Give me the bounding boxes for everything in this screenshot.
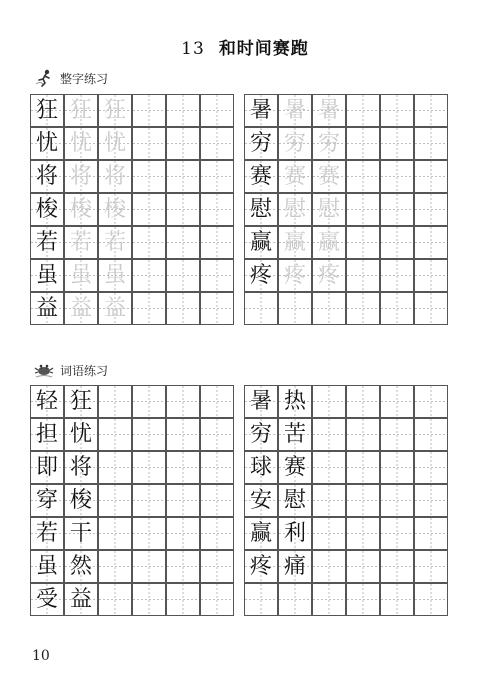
practice-cell	[64, 484, 98, 517]
model-character: 暑	[249, 388, 272, 414]
practice-cell	[244, 418, 278, 451]
blank-practice-cell	[346, 484, 380, 517]
blank-practice-cell	[346, 451, 380, 484]
model-character: 狂	[69, 388, 92, 414]
blank-practice-cell	[380, 160, 414, 193]
practice-cell	[30, 550, 64, 583]
model-character: 疼	[249, 553, 272, 579]
blank-practice-cell	[132, 484, 166, 517]
trace-character: 狂	[69, 97, 92, 123]
blank-practice-cell	[380, 127, 414, 160]
grid-row	[30, 94, 455, 127]
practice-cell	[30, 226, 64, 259]
model-character: 即	[35, 454, 58, 480]
blank-practice-cell	[98, 517, 132, 550]
blank-practice-cell	[380, 193, 414, 226]
model-character: 梭	[69, 487, 92, 513]
model-character: 慰	[283, 487, 306, 513]
blank-practice-cell	[414, 550, 448, 583]
blank-practice-cell	[380, 517, 414, 550]
practice-cell	[312, 226, 346, 259]
blank-practice-cell	[346, 517, 380, 550]
model-character: 穿	[35, 487, 58, 513]
blank-practice-cell	[200, 94, 234, 127]
model-character: 慰	[249, 196, 272, 222]
blank-practice-cell	[346, 292, 380, 325]
blank-practice-cell	[312, 292, 346, 325]
model-character: 狂	[35, 97, 58, 123]
blank-practice-cell	[200, 418, 234, 451]
blank-practice-cell	[346, 127, 380, 160]
trace-character: 暑	[283, 97, 306, 123]
blank-practice-cell	[312, 517, 346, 550]
blank-practice-cell	[200, 517, 234, 550]
practice-cell	[278, 550, 312, 583]
practice-cell	[278, 193, 312, 226]
model-character: 穷	[249, 130, 272, 156]
practice-cell	[278, 418, 312, 451]
blank-practice-cell	[312, 583, 346, 616]
trace-character: 将	[103, 163, 126, 189]
blank-practice-cell	[166, 418, 200, 451]
blank-practice-cell	[312, 451, 346, 484]
blank-practice-cell	[380, 550, 414, 583]
blank-practice-cell	[200, 583, 234, 616]
blank-practice-cell	[132, 418, 166, 451]
blank-practice-cell	[346, 226, 380, 259]
practice-cell	[244, 550, 278, 583]
practice-cell	[278, 226, 312, 259]
trace-character: 慰	[317, 196, 340, 222]
trace-character: 虽	[69, 262, 92, 288]
blank-practice-cell	[380, 451, 414, 484]
blank-practice-cell	[166, 484, 200, 517]
blank-practice-cell	[414, 583, 448, 616]
blank-practice-cell	[200, 550, 234, 583]
grid-row	[30, 451, 455, 484]
crab-icon	[34, 360, 54, 380]
blank-practice-cell	[380, 94, 414, 127]
blank-practice-cell	[166, 517, 200, 550]
blank-practice-cell	[132, 385, 166, 418]
blank-practice-cell	[200, 484, 234, 517]
blank-practice-cell	[414, 259, 448, 292]
practice-cell	[278, 94, 312, 127]
trace-character: 梭	[103, 196, 126, 222]
model-character: 穷	[249, 421, 272, 447]
trace-character: 忧	[69, 130, 92, 156]
blank-practice-cell	[414, 418, 448, 451]
practice-cell	[30, 418, 64, 451]
model-character: 益	[69, 586, 92, 612]
blank-practice-cell	[346, 385, 380, 418]
model-character: 安	[249, 487, 272, 513]
blank-practice-cell	[98, 418, 132, 451]
blank-practice-cell	[380, 583, 414, 616]
practice-cell	[30, 292, 64, 325]
grid-row	[30, 292, 455, 325]
blank-practice-cell	[132, 517, 166, 550]
blank-practice-cell	[200, 451, 234, 484]
blank-practice-cell	[414, 193, 448, 226]
practice-cell	[30, 160, 64, 193]
trace-character: 益	[103, 295, 126, 321]
practice-cell	[278, 160, 312, 193]
practice-cell	[64, 418, 98, 451]
section-char-practice	[34, 68, 108, 88]
model-character: 赢	[249, 520, 272, 546]
blank-practice-cell	[414, 292, 448, 325]
blank-practice-cell	[98, 550, 132, 583]
practice-cell	[30, 94, 64, 127]
practice-cell	[30, 259, 64, 292]
practice-cell	[98, 127, 132, 160]
blank-practice-cell	[346, 418, 380, 451]
trace-character: 赛	[283, 163, 306, 189]
practice-cell	[244, 517, 278, 550]
blank-practice-cell	[166, 385, 200, 418]
model-character: 虽	[35, 553, 58, 579]
trace-character: 暑	[317, 97, 340, 123]
model-character: 忧	[35, 130, 58, 156]
model-character: 赢	[249, 229, 272, 255]
practice-cell	[244, 484, 278, 517]
blank-practice-cell	[414, 517, 448, 550]
blank-practice-cell	[312, 418, 346, 451]
blank-practice-cell	[346, 160, 380, 193]
practice-cell	[98, 94, 132, 127]
practice-cell	[30, 451, 64, 484]
trace-character: 慰	[283, 196, 306, 222]
model-character: 受	[35, 586, 58, 612]
blank-practice-cell	[380, 385, 414, 418]
model-character: 赛	[249, 163, 272, 189]
model-character: 然	[69, 553, 92, 579]
practice-cell	[278, 385, 312, 418]
practice-cell	[98, 292, 132, 325]
practice-cell	[278, 259, 312, 292]
model-character: 赛	[283, 454, 306, 480]
blank-practice-cell	[380, 259, 414, 292]
blank-practice-cell	[166, 292, 200, 325]
blank-practice-cell	[414, 160, 448, 193]
grid-row	[30, 385, 455, 418]
practice-cell	[64, 127, 98, 160]
blank-practice-cell	[278, 583, 312, 616]
trace-character: 穷	[283, 130, 306, 156]
blank-practice-cell	[380, 418, 414, 451]
blank-practice-cell	[244, 583, 278, 616]
practice-cell	[64, 385, 98, 418]
model-character: 苦	[283, 421, 306, 447]
model-character: 将	[35, 163, 58, 189]
trace-character: 疼	[317, 262, 340, 288]
blank-practice-cell	[166, 226, 200, 259]
blank-practice-cell	[132, 226, 166, 259]
practice-cell	[244, 259, 278, 292]
blank-practice-cell	[244, 292, 278, 325]
model-character: 梭	[35, 196, 58, 222]
grid-row	[30, 550, 455, 583]
blank-practice-cell	[200, 259, 234, 292]
blank-practice-cell	[346, 259, 380, 292]
section-word-practice	[34, 360, 108, 380]
practice-cell	[312, 127, 346, 160]
practice-cell	[278, 517, 312, 550]
practice-cell	[64, 451, 98, 484]
blank-practice-cell	[166, 259, 200, 292]
blank-practice-cell	[414, 385, 448, 418]
trace-character: 益	[69, 295, 92, 321]
practice-cell	[30, 127, 64, 160]
blank-practice-cell	[414, 484, 448, 517]
page-number: 10	[32, 648, 50, 664]
model-character: 热	[283, 388, 306, 414]
blank-practice-cell	[166, 193, 200, 226]
lesson-title: 和时间赛跑	[218, 39, 309, 59]
grid-row	[30, 484, 455, 517]
practice-cell	[30, 583, 64, 616]
blank-practice-cell	[346, 193, 380, 226]
practice-cell	[312, 193, 346, 226]
grid-row	[30, 127, 455, 160]
blank-practice-cell	[200, 226, 234, 259]
grid-row	[30, 160, 455, 193]
practice-cell	[244, 94, 278, 127]
blank-practice-cell	[312, 385, 346, 418]
practice-cell	[64, 517, 98, 550]
practice-cell	[64, 550, 98, 583]
blank-practice-cell	[414, 451, 448, 484]
blank-practice-cell	[132, 292, 166, 325]
practice-cell	[64, 226, 98, 259]
model-character: 球	[249, 454, 272, 480]
trace-character: 狂	[103, 97, 126, 123]
blank-practice-cell	[380, 292, 414, 325]
blank-practice-cell	[132, 583, 166, 616]
grid-row	[30, 517, 455, 550]
blank-practice-cell	[166, 550, 200, 583]
blank-practice-cell	[414, 226, 448, 259]
trace-character: 若	[69, 229, 92, 255]
blank-practice-cell	[200, 385, 234, 418]
blank-practice-cell	[98, 451, 132, 484]
practice-cell	[278, 484, 312, 517]
grid-row	[30, 583, 455, 616]
practice-cell	[98, 226, 132, 259]
model-character: 疼	[249, 262, 272, 288]
blank-practice-cell	[166, 94, 200, 127]
blank-practice-cell	[166, 160, 200, 193]
trace-character: 赢	[283, 229, 306, 255]
practice-cell	[30, 517, 64, 550]
model-character: 利	[283, 520, 306, 546]
practice-cell	[244, 127, 278, 160]
practice-cell	[64, 292, 98, 325]
blank-practice-cell	[132, 451, 166, 484]
model-character: 轻	[35, 388, 58, 414]
blank-practice-cell	[346, 583, 380, 616]
model-character: 忧	[69, 421, 92, 447]
blank-practice-cell	[414, 127, 448, 160]
model-character: 干	[69, 520, 92, 546]
trace-character: 虽	[103, 262, 126, 288]
blank-practice-cell	[200, 160, 234, 193]
blank-practice-cell	[312, 550, 346, 583]
model-character: 痛	[283, 553, 306, 579]
blank-practice-cell	[132, 94, 166, 127]
blank-practice-cell	[132, 127, 166, 160]
practice-cell	[312, 259, 346, 292]
section-label: 整字练习	[60, 71, 109, 86]
trace-character: 疼	[283, 262, 306, 288]
blank-practice-cell	[98, 583, 132, 616]
practice-cell	[64, 94, 98, 127]
practice-cell	[244, 160, 278, 193]
model-character: 若	[35, 229, 58, 255]
model-character: 益	[35, 295, 58, 321]
practice-cell	[30, 385, 64, 418]
trace-character: 忧	[103, 130, 126, 156]
blank-practice-cell	[200, 292, 234, 325]
trace-character: 梭	[69, 196, 92, 222]
model-character: 虽	[35, 262, 58, 288]
blank-practice-cell	[132, 259, 166, 292]
practice-cell	[30, 193, 64, 226]
practice-cell	[98, 193, 132, 226]
lesson-number: 13	[181, 39, 205, 59]
blank-practice-cell	[380, 484, 414, 517]
blank-practice-cell	[346, 94, 380, 127]
blank-practice-cell	[200, 127, 234, 160]
blank-practice-cell	[98, 385, 132, 418]
practice-cell	[312, 94, 346, 127]
trace-character: 若	[103, 229, 126, 255]
practice-cell	[278, 451, 312, 484]
runner-icon	[34, 68, 54, 88]
practice-cell	[244, 193, 278, 226]
blank-practice-cell	[166, 583, 200, 616]
blank-practice-cell	[132, 160, 166, 193]
practice-cell	[244, 385, 278, 418]
practice-cell	[64, 160, 98, 193]
model-character: 暑	[249, 97, 272, 123]
trace-character: 穷	[317, 130, 340, 156]
grid-row	[30, 226, 455, 259]
blank-practice-cell	[132, 550, 166, 583]
trace-character: 赛	[317, 163, 340, 189]
grid-row	[30, 259, 455, 292]
trace-character: 将	[69, 163, 92, 189]
practice-cell	[278, 127, 312, 160]
grid-row	[30, 418, 455, 451]
practice-cell	[244, 451, 278, 484]
model-character: 担	[35, 421, 58, 447]
practice-cell	[64, 259, 98, 292]
blank-practice-cell	[132, 193, 166, 226]
blank-practice-cell	[278, 292, 312, 325]
blank-practice-cell	[98, 484, 132, 517]
practice-cell	[30, 484, 64, 517]
blank-practice-cell	[380, 226, 414, 259]
practice-cell	[244, 226, 278, 259]
model-character: 将	[69, 454, 92, 480]
page-title	[0, 34, 490, 59]
grid-row	[30, 193, 455, 226]
practice-cell	[64, 193, 98, 226]
blank-practice-cell	[200, 193, 234, 226]
practice-cell	[312, 160, 346, 193]
practice-cell	[98, 259, 132, 292]
blank-practice-cell	[166, 451, 200, 484]
trace-character: 赢	[317, 229, 340, 255]
model-character: 若	[35, 520, 58, 546]
blank-practice-cell	[312, 484, 346, 517]
practice-cell	[98, 160, 132, 193]
blank-practice-cell	[166, 127, 200, 160]
blank-practice-cell	[346, 550, 380, 583]
blank-practice-cell	[414, 94, 448, 127]
practice-cell	[64, 583, 98, 616]
section-label: 词语练习	[60, 363, 109, 378]
